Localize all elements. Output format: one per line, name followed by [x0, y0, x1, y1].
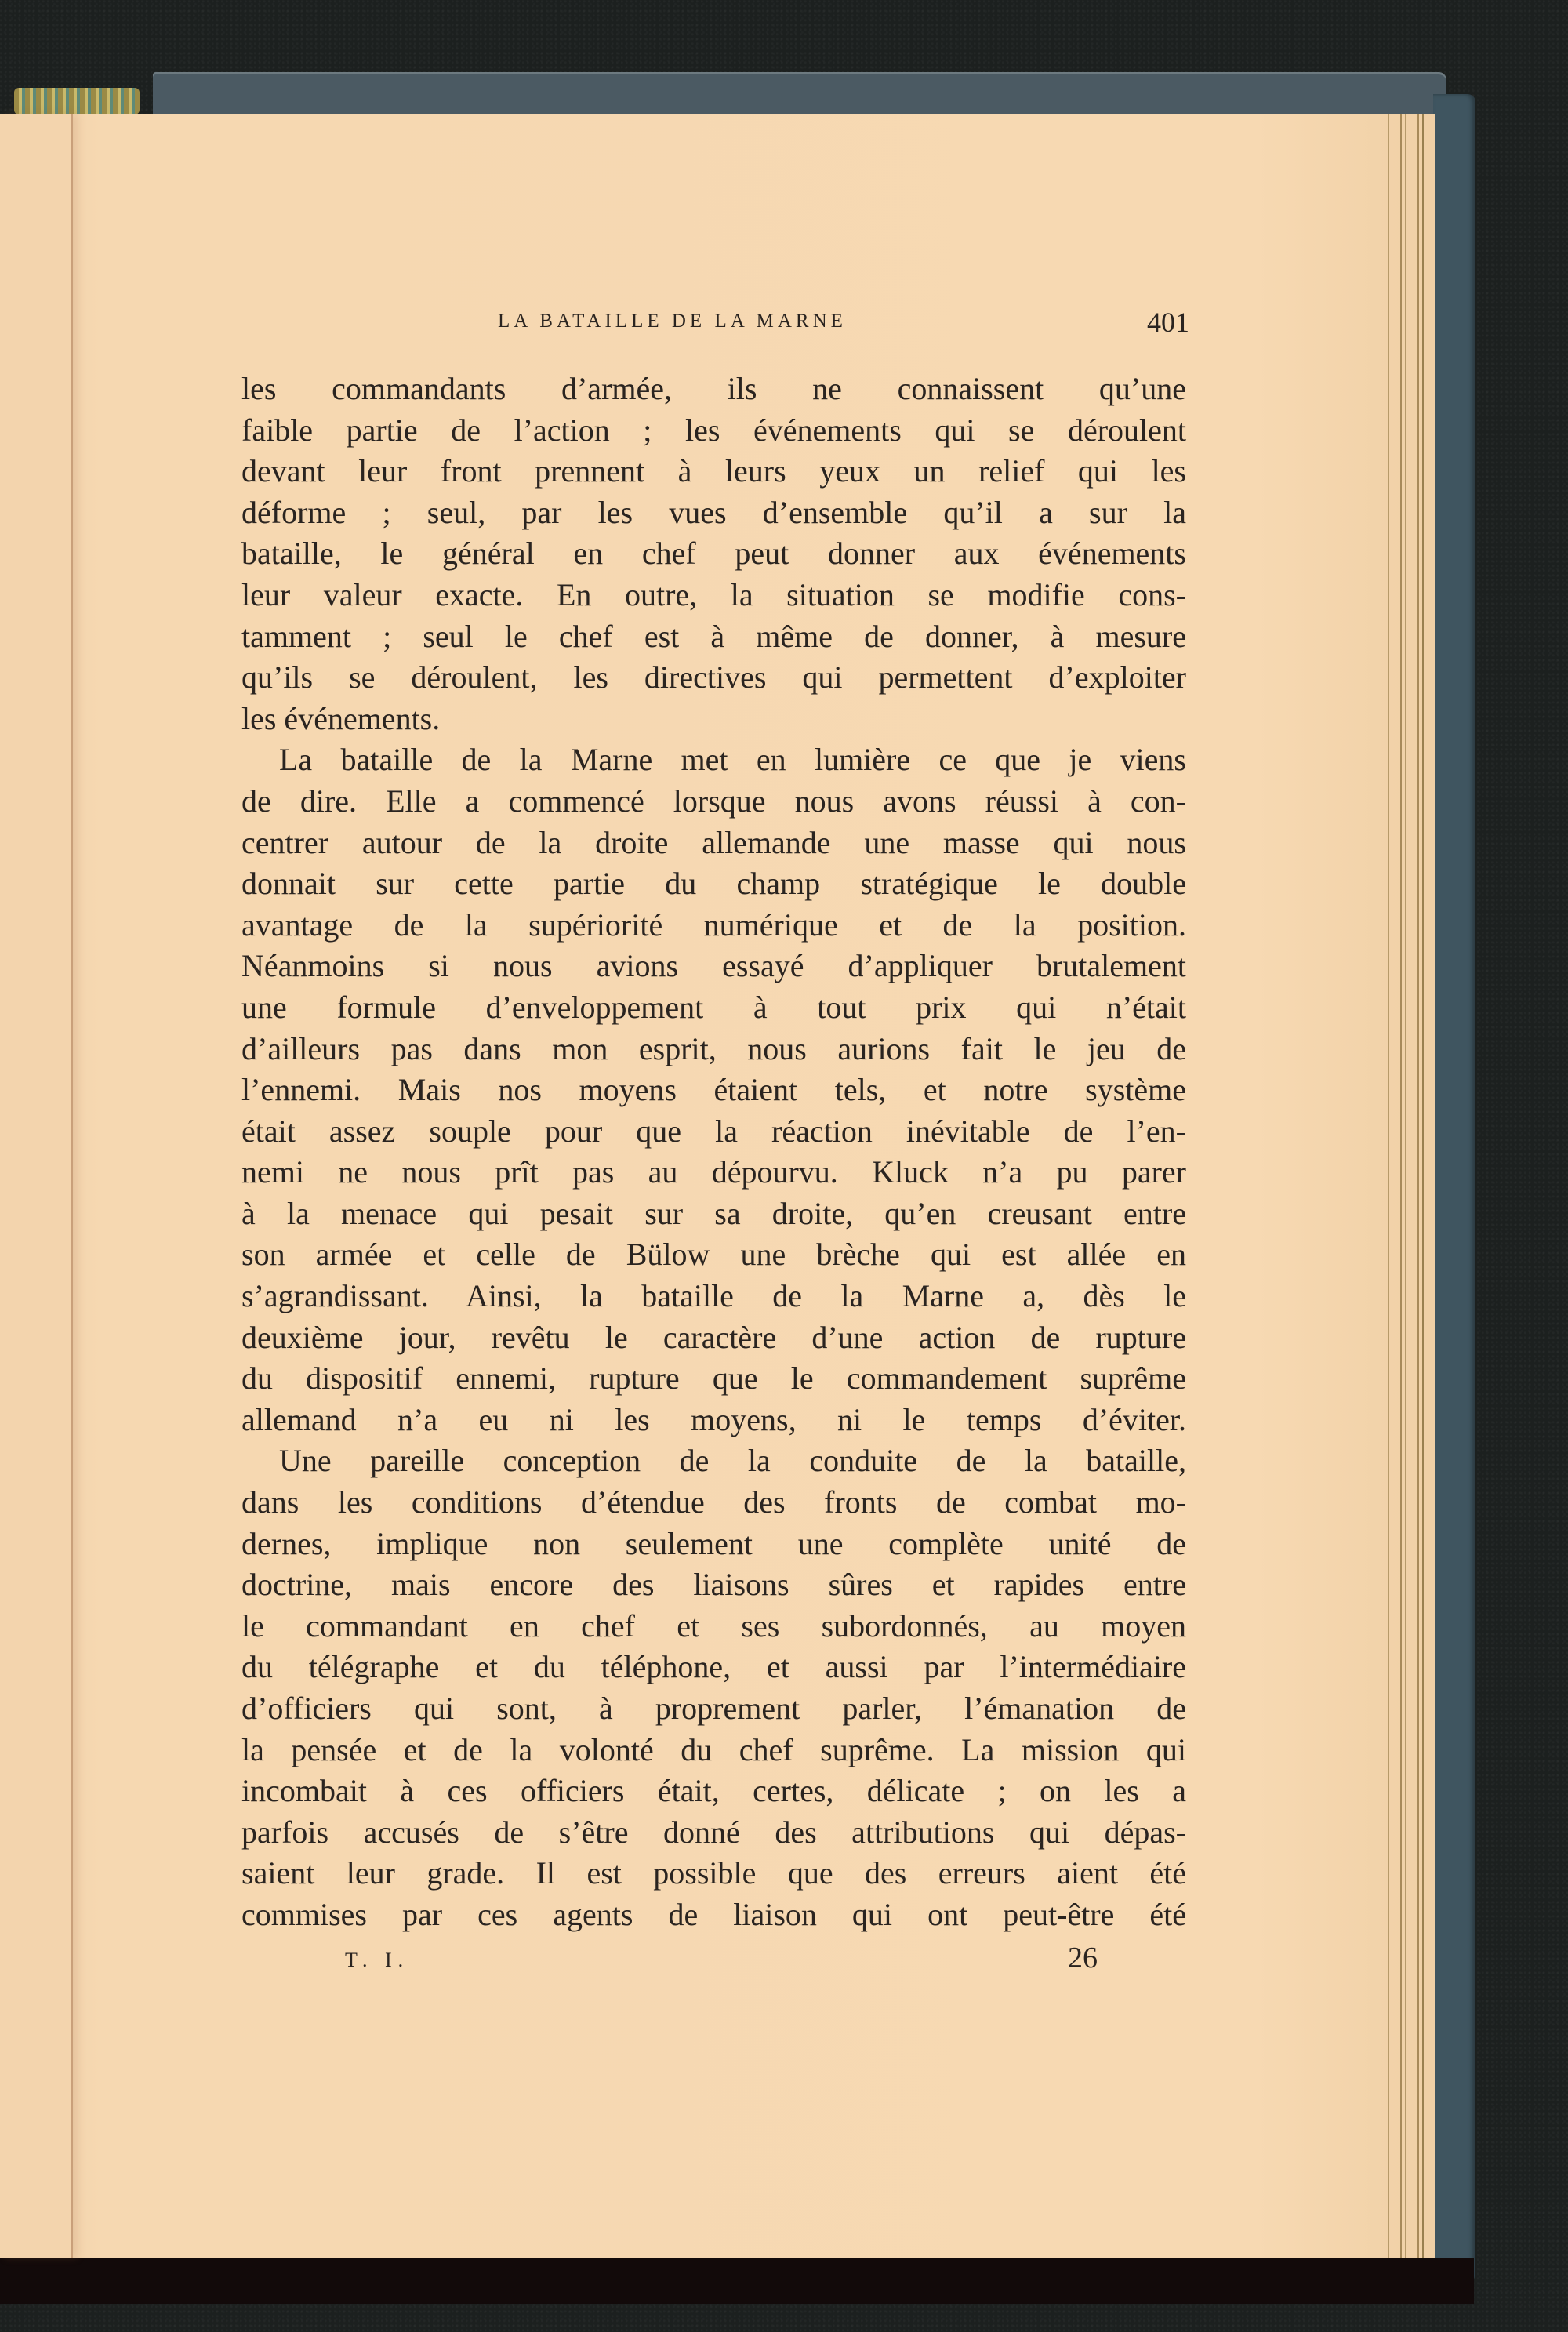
page-body-text — [241, 369, 1186, 1936]
text-line: dans les conditions d’étendue des fronts de combat mo- — [241, 1484, 1186, 1520]
text-line: Néanmoins si nous avions essayé d’appliquer brutalement — [241, 948, 1186, 984]
text-line: commises par ces agents de liaison qui ont peut-être été — [241, 1896, 1186, 1932]
text-line: de dire. Elle a commencé lorsque nous avons réussi à con- — [241, 783, 1186, 819]
text-line: déforme ; seul, par les vues d’ensemble qu’il a sur la — [241, 494, 1186, 530]
text-line: la pensée et de la volonté du chef suprême. La mission qui — [241, 1731, 1186, 1767]
text-line: leur valeur exacte. En outre, la situation se modifie cons- — [241, 576, 1186, 612]
running-head: LA BATAILLE DE LA MARNE — [498, 311, 847, 332]
text-line: du télégraphe et du téléphone, et aussi par l’intermédiaire — [241, 1649, 1186, 1685]
facing-page-edge — [0, 114, 73, 2258]
text-line: du dispositif ennemi, rupture que le commandement suprême — [241, 1360, 1186, 1397]
text-line: devant leur front prennent à leurs yeux un relief qui les — [241, 453, 1186, 489]
text-line: incombait à ces officiers était, certes, délicate ; on les a — [241, 1773, 1186, 1809]
text-line: d’officiers qui sont, à proprement parler, l’émanation de — [241, 1691, 1186, 1726]
text-line: à la menace qui pesait sur sa droite, qu’en creusant entre — [241, 1195, 1186, 1231]
text-line: qu’ils se déroulent, les directives qui permettent d’exploiter — [241, 659, 1186, 696]
text-line: centrer autour de la droite allemande une masse qui nous — [241, 824, 1186, 860]
text-line: une formule d’enveloppement à tout prix qui n’était — [241, 989, 1186, 1025]
text-line: l’ennemi. Mais nos moyens étaient tels, et notre système — [241, 1072, 1186, 1108]
text-line: parfois accusés de s’être donné des attributions qui dépas- — [241, 1814, 1186, 1850]
text-line: deuxième jour, revêtu le caractère d’une action de rupture — [241, 1319, 1186, 1355]
text-line: avantage de la supériorité numérique et de la position. — [241, 906, 1186, 943]
text-line: le commandant en chef et ses subordonnés, au moyen — [241, 1607, 1186, 1644]
sheet-number: 26 — [1068, 1942, 1098, 1974]
book-cover-bottom — [0, 2258, 1474, 2304]
text-line: bataille, le général en chef peut donner aux événements — [241, 536, 1186, 572]
text-line: faible partie de l’action ; les événements qui se déroulent — [241, 412, 1186, 448]
page-header — [498, 306, 1203, 340]
book-cover-right — [1433, 94, 1475, 2282]
text-line: les commandants d’armée, ils ne connaissent qu’une — [241, 371, 1186, 406]
text-line: d’ailleurs pas dans mon esprit, nous aurions fait le jeu de — [241, 1030, 1186, 1066]
page-number: 401 — [1147, 307, 1189, 338]
page-stack-edges — [1386, 114, 1435, 2258]
book-cover-top — [153, 72, 1446, 115]
text-line: saient leur grade. Il est possible que des erreurs aient été — [241, 1855, 1186, 1891]
text-line: donnait sur cette partie du champ stratégique le double — [241, 866, 1186, 902]
volume-signature: T. I. — [345, 1949, 410, 1971]
text-line: Une pareille conception de la conduite de la bataille, — [279, 1443, 1186, 1479]
text-line: était assez souple pour que la réaction inévitable de l’en- — [241, 1113, 1186, 1149]
text-line: tamment ; seul le chef est à même de donner, à mesure — [241, 618, 1186, 654]
text-line: son armée et celle de Bülow une brèche qui est allée en — [241, 1237, 1186, 1273]
page-footer — [345, 1941, 1098, 1980]
text-line: allemand n’a eu ni les moyens, ni le temps d’éviter. — [241, 1401, 1186, 1437]
text-line: La bataille de la Marne met en lumière ce que je viens — [279, 742, 1186, 778]
text-line: nemi ne nous prît pas au dépourvu. Kluck n’a pu parer — [241, 1154, 1186, 1190]
text-line: dernes, implique non seulement une complète unité de — [241, 1525, 1186, 1561]
book-headband — [14, 88, 140, 114]
text-line: s’agrandissant. Ainsi, la bataille de la Marne a, dès le — [241, 1278, 1186, 1314]
text-line: les événements. — [241, 700, 441, 736]
text-line: doctrine, mais encore des liaisons sûres et rapides entre — [241, 1567, 1186, 1603]
